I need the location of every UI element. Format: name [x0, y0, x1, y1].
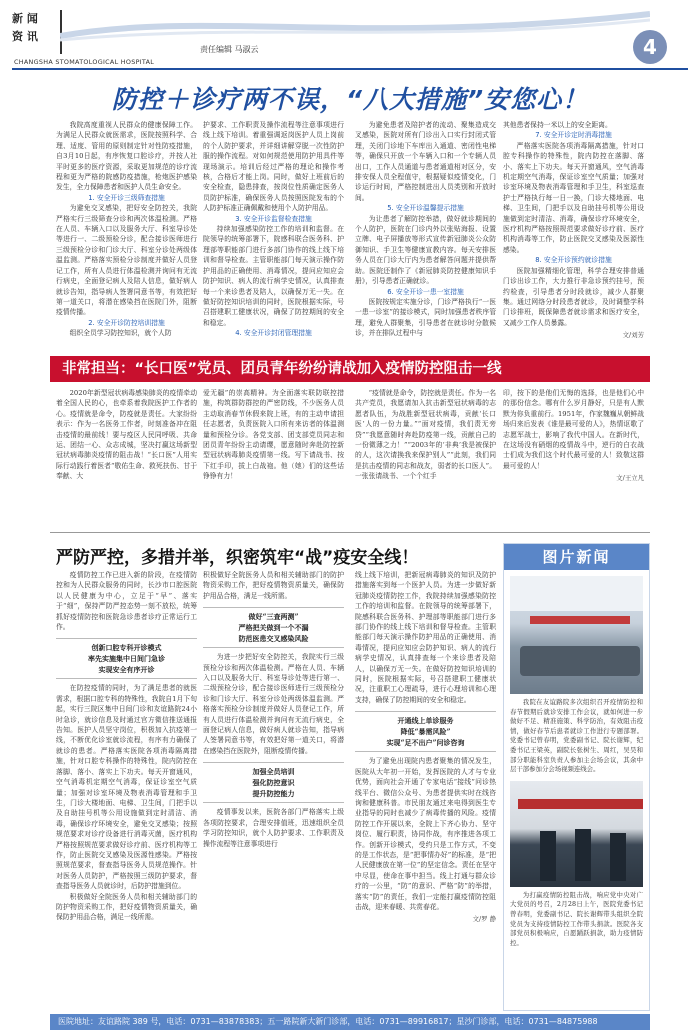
hospital-name-en: CHANGSHA STOMATOLOGICAL HOSPITAL	[14, 58, 155, 66]
article1-col3	[355, 120, 496, 339]
photo-news-title-bar	[504, 544, 649, 570]
article1-para: 为让患者了解防控举措，做好就诊期间的个人防护，医院在门诊内外以张贴海报、设置立牌、电子屏播放等形式宣传新冠肺炎公众防御知识、手卫生等健康宣教内容。每天安排医务人员在门诊大厅内为患者解答问题并提供帮助。医院还制作了《新冠肺炎防控健康知识手册》，引导患者正确就诊。	[355, 214, 496, 286]
article1-para: 医院按规定实施分诊，门诊严格执行“一医一患一诊室”的接诊模式，同时加强患者秩序管理，避免人群聚集，引导患者在就诊时分散候诊，并在排队过程中与	[355, 297, 496, 338]
article3-para: 为了避免出现院内患者聚集的情况发生，医院从大年初一开始，发挥医院的人才与专业优势，面向社会开通了专家电话“接线”问诊热线平台、微信公众号、为患者提供实时在线咨询和健康科普。市民朋友通过来电得到医生专业指导的同时也减少了病毒传播的风险。疫情防控工作开展以来，全院上下齐心协力、坚守岗位、履行职责，协同作战，有序推进各项工作。创新开诊模式，受约只是工作方式，不变的是工作状态，是“把事情办好”的标准，是“把人民健康放在第一位”的坚定信念。责任在坚守中尽显，使命在事中担当。线上打通与群众诊疗的一公里，“防”的意识、严格“防”的举措，落实“防”的责任，我们一定能打赢疫情防控阻击战，迎来春暖、共赏春花。	[355, 757, 496, 911]
article1-heading-6: 6. 安全开诊一患一室措施	[387, 287, 464, 296]
article3-col1	[56, 570, 197, 1000]
article1-col1	[56, 120, 197, 339]
article3-para: 积极做好全院医务人员和相关辅助部门的防护物资采购工作，把好疫情物资质量关，确保防护用品合格，满足一线所需。	[203, 571, 344, 600]
article3-col2	[203, 570, 344, 1000]
section-divider	[50, 532, 650, 533]
masthead-logo-top: 新 闻	[12, 12, 38, 25]
photo-caption-1: 我院在友谊路院多次组织召开疫情防控和春节假期后就诊安排工作会议，就如何进一步做好不足、精准施策、科学防治，有效阻击疫情，做好春节后患者就诊工作进行专题部署。党委书记曾春明，党委副书记、院长谢辉，纪委书记王梁英，副院长张树生、周红，吴昊和部分职能科室负责人参加主会场会议，其余中层干部参加分会场视频连线会。	[510, 698, 643, 774]
article1-heading-7: 7. 安全开诊定时消毒措施	[535, 131, 612, 140]
article2-title-banner	[50, 356, 650, 382]
article3-para: 积极做好全院医务人员和相关辅助部门的防护物资采购工作，把好疫情物资质量关，确保防护用品合格，满足一线所需。	[56, 892, 197, 922]
article1-heading-5: 5. 安全开诊温馨提示措施	[387, 204, 464, 213]
article1-heading-1: 1. 安全开诊三级筛查措施	[88, 193, 165, 202]
article2-col2	[203, 388, 344, 528]
photo-caption-2: 为打赢疫情防控阻击战，响应党中央对广大党员的号召，2月28日上午，医院党委书记曾春明，党委副书记、院长谢辉带头组织全院党员为支持疫情防控工作带头捐款。医院各支部党员积极响应，自愿踊跃捐款，助力疫情防控。	[510, 890, 643, 947]
article3-para: 为进一步把好安全防控关，我院实行三级预检分诊和两次体温检测。严格在人员、车辆入口以及服务大厅、科室导诊处等进行第一、二级预检分诊，配合接诊医师进行三级预检分诊和门诊大厅、科室分诊处两级体温监测。严格落实预检分诊制度并做好人员登记工作，所有人员进行体温检测并询问有无流行病史，全面登记病人信息，做好病人就诊告知，指导病人签署同意书等，有效把好第一道关口，将潜在感染挡在医院外，阻断疫情传播。	[203, 653, 344, 755]
article2-col4	[503, 388, 644, 528]
article1-heading-2: 2. 安全开诊防控培训措施	[88, 318, 165, 327]
article3-subhead-1: 创新口腔专科开诊模式 率先实施集中日间门急诊 实现安全有序开诊	[56, 638, 197, 679]
header-wave-decoration	[60, 6, 650, 44]
article2-para: “疫情就是命令，防控就是责任。作为一名共产党员，我愿请加入抗击新型冠状病毒的志愿者队伍，为战胜新型冠状病毒，贡献‘长口医’人的一份力量。”“面对疫情，我们责无旁贷”“我愿意随时奔赴防疫第一线，贡献自己的一份微薄之力！”“2003年的‘非典’我是被保护的人，这次请换我来保护别人”“此刻，我们同是抗击疫情的同志和战友，弱者的长口医人”。一张张请战书、一个个红手	[355, 389, 496, 481]
editor-line: 责任编辑 马淑云	[200, 45, 259, 54]
article2-para: 爱无疆”的崇高精神。为全面落实联防联控措施，构筑群防群控的严密防线，不少医务人员主动取消春节休假来院上班，有的主动申请担任志愿者，负责医院入口所有来访者的体温测量和预检分诊。各党支部、团支部党员同志和团员青年纷纷主动请缨，愿意随时奔赴防控新型冠状病毒肺炎疫情第一线。写下请战书、按下红手印，拔上白战袍。他（她）们的这些话铮铮有力！	[203, 389, 344, 481]
footer-address: 医院地址：友谊路院 389 号，电话：0731—83878383；五一路院新大新门诊部，电话：0731—89916817；星沙门诊部，电话：0731—84875988	[58, 1017, 598, 1026]
article3-para: 在防控疫情的同时，为了满足患者的就医需求，根据口腔专科的特殊性，我院自1月下旬起，实行三院区集中日间门诊和友谊路院24小时急诊，就诊信息及时通过官方微信推送通报告知。医护人员坚守岗位，积极加入抗疫第一线，不断优化诊室就诊流程，有序有力确保了就诊的患者。严格落实医院各项消毒隔离措施，针对口腔专科操作的特殊性，院内防控在落脚、落小、落实上下功夫。每天开窗通风，空气消毒机定期空气消毒，保证诊室空气质量；加强对诊室环境及物表消毒管理和手卫生，门诊大楼地面、电梯、卫生间，门把手以及自助挂号机等公用设施做到定时清洁、消毒，确保诊疗环境安全，避免交叉感染；按照规范要求对诊疗设备进行消毒灭菌，医疗机构严格按照规范要求做好诊疗前、医疗机构等工作，防止医院交叉感染及医源性感染。严格按照规范要求，督查指导医务人员规范操作。针对医务人员防护，严格按照三级防护要求，督查指导医务人员就诊时，后防护措施到位。	[56, 684, 197, 891]
article1-para: 医院加强精细化管理，科学合理安排普通门诊出诊工作，大力推行非急诊预约挂号，预约检查，引导患者分时段就诊，减少人群聚集。通过网络分时段患者就诊，及时调整学科门诊排班，既保障患者就诊需求和医疗安全，又减少工作人员暴露。	[503, 266, 644, 327]
article1-para: 持续加强感染防控工作的培训和监督。在院领导的统筹部署下，院感科联合医务科、护理部等职能部门进行多部门协作的线上线下培训和督导检查。主管职能部门每天演示操作防护用品的正确使用、消毒情况，提问应知应会防护知识、病人的流行病学史情况，认真排查每一个来诊患者及陪人，以确保万无一失。在做好防控知识培训的同时，医院根据实际，号召搭建职工健康状况，确保了防控期间的安全和稳定。	[203, 225, 344, 327]
article1-col2	[203, 120, 344, 339]
article3-subhead-3: 加强全员培训 强化防控意识 提升防控能力	[203, 762, 344, 803]
article1-para: 为避免患者及陪护者的流动、聚集造成交叉感染，医院对所有门诊出入口实行封闭式管理，关闭门诊地下车库出入通道、密闭性电梯等，确保只开放一个车辆入口和一个专辆人员出口，工作人员通道与患者通道相对区分，安排安保人员全程值守，根据疑似疫情变化，门诊运行时间，严格控制进出人员类别和开放时间。	[355, 121, 496, 202]
article1-para: 我院高度重视人民群众的健康保障工作。为满足人民群众就医需求，医院按照科学、合理、适度、管用的原则制定针对性防疫措施，自3月10日起，有序恢复口腔诊疗，并按人社平时更多的医疗资源，采取更加规范的诊疗流程和更为严格的院感防疫措施，枪炮医护感染发生，全力保障患者和医护人员生命安全。	[56, 121, 197, 192]
article3-para: 线上线下培训，把新冠病毒肺炎的知识及防护措施落实到每一个医护人员。为进一步做好新冠肺炎疫情防控工作，我院持续加强感染防控工作的培训和监督。在院领导的统筹部署下，院感科联合医务科、护理部等职能部门进行多部门协作的线上线下培训和督导检查。主管职能部门每天演示操作防护用品的正确使用、消毒情况，提问应知应会防护知识、病人的流行病学史情况，认真排查每一个来诊患者及陪人，以确保万无一失。在做好防控知识培训的同时，医院根据实际，号召搭建职工健康状况，注重职工心理疏导，进行心理培训和心理支持，确保了防控期间的安全和稳定。	[355, 571, 496, 704]
article1-heading-3: 3. 安全开诊监督检查措施	[235, 214, 312, 223]
article3-signature: 文/罗 静	[472, 915, 496, 924]
article1-col4	[503, 120, 644, 339]
article1-signature: 文/刘芳	[622, 331, 644, 340]
article2-signature: 文/王立凡	[616, 474, 644, 483]
header-rule	[12, 68, 688, 70]
article1-heading-8: 8. 安全开诊预约就诊措施	[535, 256, 612, 265]
masthead-logo-bottom: 资 讯	[12, 30, 38, 43]
article2-para: 印，按下的是他们无悔的选择，也是他们心中的那份信念。哪有什么岁月静好，只是有人默默为你负重前行。1951年，作家魏巍从朝鲜战场归来后发表《谁是最可爱的人》，热情讴歌了志愿军战士，影响了我代中国人。在新时代，在这场没有硝烟的疫情战斗中，逆行的白衣战士们成为我们这个时代最可爱的人！致敬这群最可爱的人！	[503, 389, 644, 470]
article2-para: 2020年新型冠状病毒感染肺炎的疫情牵动着全国人民的心，也牵系着我院医护工作者的心。疫情就是命令，防疫就是责任。大家纷纷表示：作为一名医务工作者，时刻准备冲在阻击疫情的最前线！要与疫区人民同呼吸、共命运、团结一心、众志成城，坚决打赢这场新型冠状病毒肺炎疫情的阻击战！“长口医”人用实际行动践行着医者“敬佑生命、救死扶伤、甘于奉献、大	[56, 389, 197, 481]
article3-subhead-2: 做好“三查两测” 严格把关做到一个不漏 防范医患交叉感染风险	[203, 607, 344, 648]
article2-col1	[56, 388, 197, 528]
photo-news-panel	[503, 543, 650, 1011]
article2-title: 非常担当：“长口医”党员、团员青年纷纷请战加入疫情防控阻击一线	[62, 361, 502, 377]
article1-para: 组织全员学习防控知识，就个人防	[69, 329, 172, 338]
article1-para: 为避免交叉感染，把好安全防控关，我院严格实行三级筛查分诊和两次体温检测。严格在人员、车辆入口以及服务大厅、科室导诊处等进行一、二级预检分诊，配合接诊医师进行三级预检分诊和门诊大厅、科室分诊处两级体温监测。严格落实预检分诊制度并做好人员登记工作，所有人员进行体温检测并询问有无流行病史，全面登记病人及陪人信息，做好病人就诊告知，指导病人签署同意书等，有效把好第一道关口，将潜在感染挡在医院门外，阻断疫情传播。	[56, 204, 197, 317]
article3-title: 严防严控，多措并举，织密筑牢“战”疫安全线！	[56, 548, 419, 568]
masthead-logo	[12, 10, 62, 54]
photo-donation	[510, 781, 643, 887]
article3-para: 疫情事发以来，医院各部门严格落实上级各项防控要求，合理安排值班，迅速组织全员学习防控知识，就个人防护要求、工作职责及操作流程等注意事项进行	[203, 808, 344, 848]
page-number-badge	[633, 30, 667, 64]
article1-para: 严格落实医院各项消毒隔离措施，针对口腔专科操作的特殊性，院内防控在落脚、落小、落实上下功夫。每天开窗通风，空气消毒机定期空气消毒，保证诊室空气质量；加强对诊室环境及物表消毒管理和手卫生，科室巡查护士严格执行每一日一换，门诊大楼地面、电梯、卫生间，门把手以及自助挂号机等公用设施做到定时清洁、消毒，确保诊疗环境安全，医疗机构严格按照规范要求做好诊疗前、医疗机构消毒等工作，防止医院交叉感染及医源性感染。	[503, 141, 644, 254]
photo-news-title: 图片新闻	[542, 548, 611, 566]
photo-meeting	[510, 576, 643, 694]
article1-heading-4: 4. 安全开诊封闭管理措施	[235, 329, 312, 338]
article1-para: 护要求、工作职责及操作流程等注意事项进行线上线下培训。着重强调返岗医护人员上岗前的个人防护要求，并详细讲解穿脱一次性防护服的操作流程。对如何规范使用防护用具件等现场演示。培训后经过严格的理论和操作考核，合格后才能上岗。同时，做好上班前后的安全检查，隐患排查，按岗位性质确定医务人员防护标准，确保医务人员按照医院发布的个人防护标准正确佩戴和使用个人防护用品。	[203, 121, 344, 213]
page-number: 4	[643, 35, 657, 59]
footer-bar	[50, 1014, 650, 1030]
article3-para: 疫情防控工作已进入新的阶段，在疫情防控和为人民群众服务的同时，长沙市口腔医院以人民健康为中心，立足于“早”、落实于“细”，保持严防严控态势一刻不放松，统筹抓好疫情防控和医院急诊患者诊疗正常运行工作。	[56, 571, 197, 632]
article1-title: 防控＋诊疗两不误，“八大措施”安您心！	[111, 85, 589, 114]
article1-para: 其他患者保持一米以上的安全距离。	[503, 121, 612, 129]
article2-col3	[355, 388, 496, 528]
article3-col3	[355, 570, 496, 1005]
article3-subhead-4: 开通线上单诊服务 降低“暴需风险” 实现“足不出户”问诊咨询	[355, 711, 496, 752]
